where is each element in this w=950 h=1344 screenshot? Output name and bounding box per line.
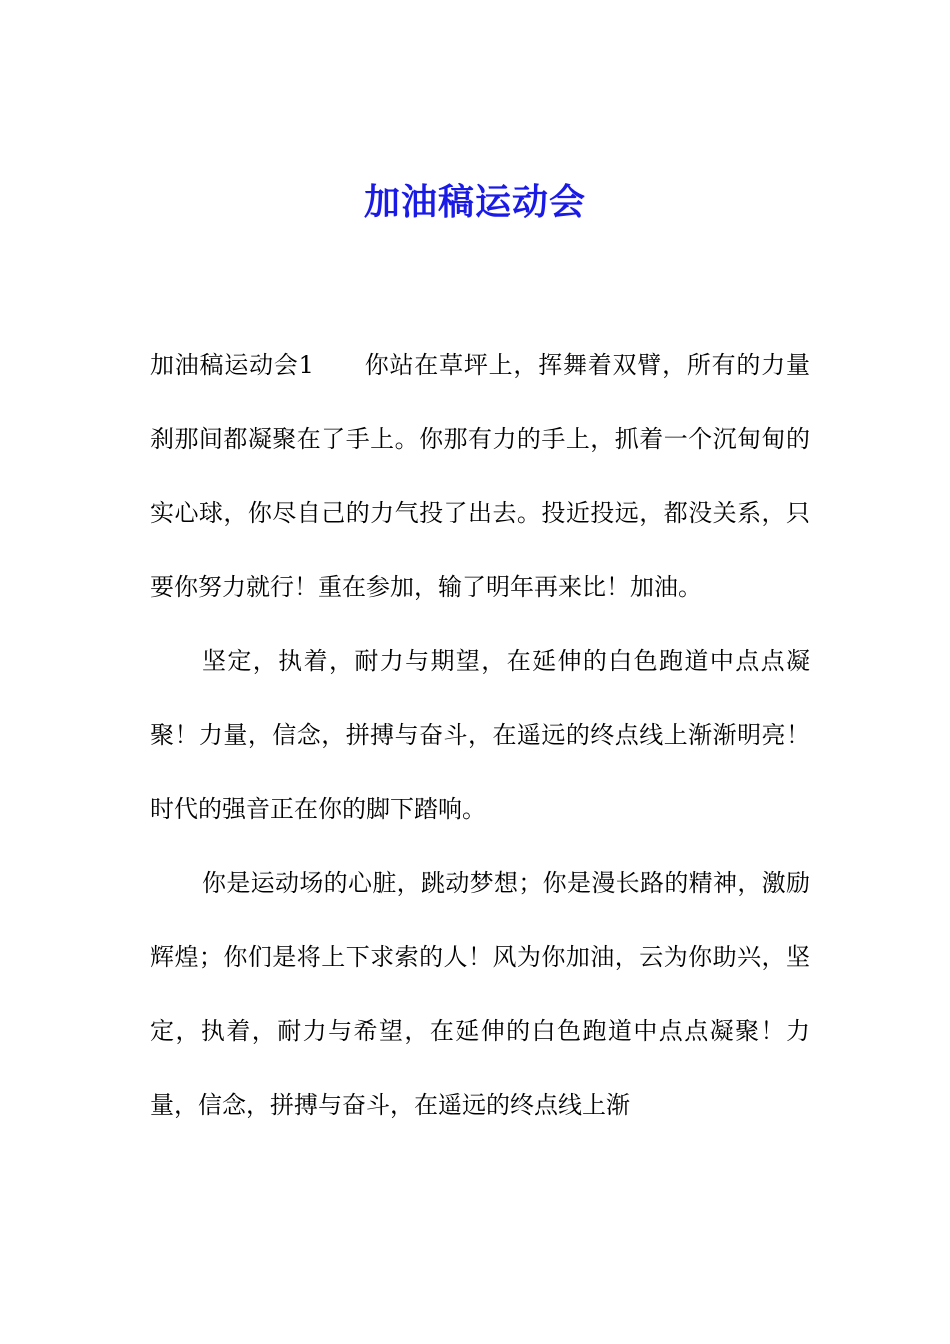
paragraph-1-text: 你站在草坪上，挥舞着双臂，所有的力量刹那间都凝聚在了手上。你那有力的手上，抓着一个沉甸甸的实心球，你尽自己的力气投了出去。投近投远，都没关系，只要你努力就行！重在参加，输了明年再来比！加油。: [150, 351, 810, 601]
paragraph-heading: 加油稿运动会1: [150, 351, 314, 379]
document-title: 加油稿运动会: [363, 181, 586, 223]
paragraph-1: [150, 328, 810, 624]
document-body: [150, 328, 810, 1142]
paragraph-3: 你是运动场的心脏，跳动梦想；你是漫长路的精神，激励辉煌；你们是将上下求索的人！风为你加油，云为你助兴，坚定，执着，耐力与希望，在延伸的白色跑道中点点凝聚！力量，信念，拼搏与奋斗，在遥远的终点线上渐: [150, 869, 810, 1119]
paragraph-2: 坚定，执着，耐力与期望，在延伸的白色跑道中点点凝聚！力量，信念，拼搏与奋斗，在遥远的终点线上渐渐明亮！时代的强音正在你的脚下踏响。: [150, 647, 810, 823]
